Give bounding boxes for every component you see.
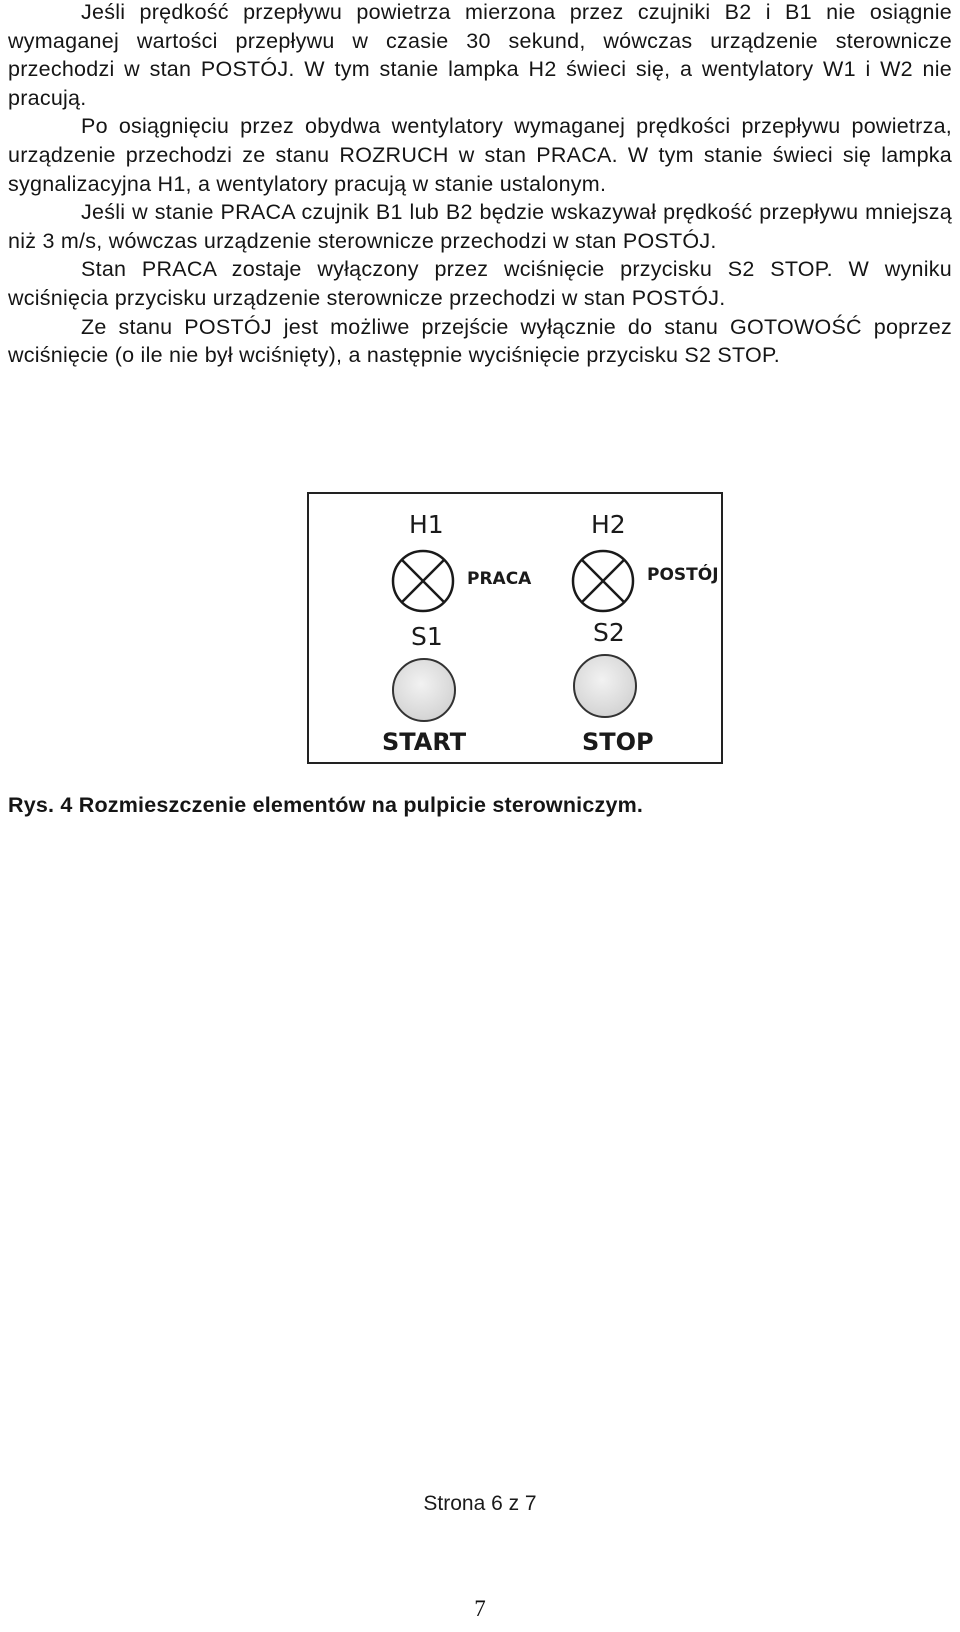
signal-lamp-h1-icon <box>390 548 456 614</box>
lamp-h1-label: H1 <box>409 510 444 539</box>
figure-caption: Rys. 4 Rozmieszczenie elementów na pulpicie sterowniczym. <box>8 793 644 817</box>
control-panel-figure <box>307 492 723 764</box>
signal-lamp-h2-icon <box>570 548 636 614</box>
lamp-h2-state-label: POSTÓJ <box>647 565 719 585</box>
lamp-h1-state-label: PRACA <box>467 569 532 589</box>
stop-pushbutton <box>573 654 637 718</box>
button-s2-label: S2 <box>593 618 625 647</box>
page-number: 7 <box>474 1596 486 1621</box>
paragraph: Jeśli prędkość przepływu powietrza mierzona przez czujniki B2 i B1 nie osiągnie wymaganej wartości przepływu w czasie 30 sekund, wówczas urządzenie sterownicze przechodzi w stan POSTÓJ. W tym stanie lampka H2 świeci się, a wentylatory W1 i W2 nie pracują. <box>8 0 952 110</box>
paragraph: Jeśli w stanie PRACA czujnik B1 lub B2 będzie wskazywał prędkość przepływu mniejszą niż 3 m/s, wówczas urządzenie sterownicze przechodzi w stan POSTÓJ. <box>8 200 952 253</box>
stop-button-label: STOP <box>582 728 654 756</box>
start-pushbutton <box>392 658 456 722</box>
paragraph: Stan PRACA zostaje wyłączony przez wciśnięcie przycisku S2 STOP. W wyniku wciśnięcia przycisku urządzenie sterownicze przechodzi w stan POSTÓJ. <box>8 257 952 310</box>
page-footer: Strona 6 z 7 <box>423 1492 537 1515</box>
button-s1-label: S1 <box>411 622 443 651</box>
paragraph: Ze stanu POSTÓJ jest możliwe przejście wyłącznie do stanu GOTOWOŚĆ poprzez wciśnięcie (o ile nie był wciśnięty), a następnie wyciśnięcie przycisku S2 STOP. <box>8 314 952 368</box>
lamp-h2-label: H2 <box>591 510 626 539</box>
body-text <box>8 0 952 370</box>
start-button-label: START <box>382 728 467 756</box>
paragraph: Po osiągnięciu przez obydwa wentylatory wymaganej prędkości przepływu powietrza, urządzenie przechodzi ze stanu ROZRUCH w stan PRACA. W tym stanie świeci się lampka sygnalizacyjna H1, a wentylatory pracują w stanie ustalonym. <box>8 114 952 196</box>
